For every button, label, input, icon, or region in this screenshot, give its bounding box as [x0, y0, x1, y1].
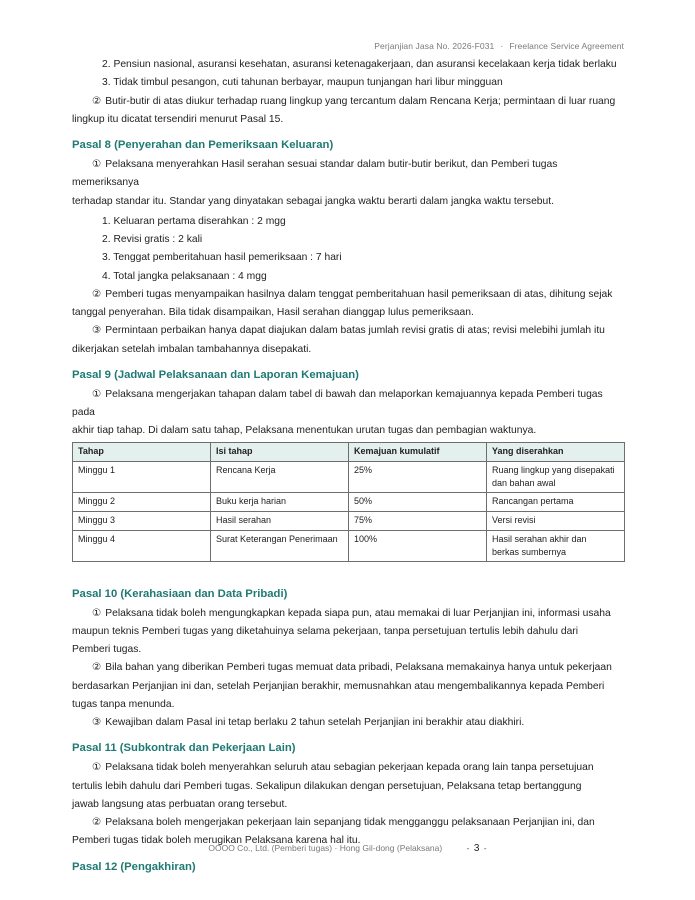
table-cell: [487, 492, 625, 511]
paragraph: [72, 659, 625, 677]
section-heading: Pasal 12 (Pengakhiran): [72, 860, 196, 873]
table-cell: Minggu 2: [73, 492, 211, 511]
section-heading: Pasal 8 (Penyerahan dan Pemeriksaan Keluaran): [72, 139, 334, 152]
page-number-indicator: [467, 843, 487, 853]
paragraph-line: tugas tanpa menunda.: [72, 698, 175, 710]
header-doc-title: Freelance Service Agreement: [509, 41, 624, 51]
page-suffix: -: [483, 843, 487, 853]
cell-line: berkas sumbernya: [492, 546, 567, 557]
paragraph: [72, 605, 625, 623]
table-header-row: [73, 442, 625, 461]
table-cell: 75%: [349, 511, 487, 530]
paragraph-line: Bila bahan yang diberikan Pemberi tugas memuat data pribadi, Pelaksana memakainya hanya untuk pekerjaan: [105, 662, 612, 674]
paragraph-line: maupun teknis Pemberi tugas yang diketahuinya selama pekerjaan, tanpa persetujuan tertulis lebih dahulu dari: [72, 625, 579, 637]
cell-line: Rancangan pertama: [492, 495, 574, 506]
paragraph-line: lingkup itu dicatat tersendiri menurut Pasal 15.: [72, 113, 284, 125]
paragraph-number: ②: [92, 817, 102, 829]
list-item: 4. Total jangka pelaksanaan : 4 mgg: [102, 270, 267, 282]
list-item: 2. Pensiun nasional, asuransi kesehatan, asuransi ketenagakerjaan, dan asuransi kecelakaan kerja tidak berlaku: [102, 59, 617, 70]
paragraph-number: ①: [92, 388, 102, 400]
table-cell: Minggu 3: [73, 511, 211, 530]
table-row: [73, 492, 625, 511]
paragraph: [72, 386, 625, 422]
paragraph-number: ③: [92, 717, 102, 729]
paragraph: [72, 286, 625, 304]
paragraph: [72, 814, 625, 832]
list-item: 2. Revisi gratis : 2 kali: [102, 234, 203, 246]
table-row: [73, 461, 625, 492]
paragraph: [72, 93, 625, 111]
table-row: [73, 530, 625, 561]
table-row: [73, 511, 625, 530]
table-cell: Surat Keterangan Penerimaan: [211, 530, 349, 561]
paragraph-line: berdasarkan Perjanjian ini dan, setelah Perjanjian berakhir, memusnahkan atau mengembalikannya kepada Pemberi: [72, 680, 605, 692]
header-separator: ·: [500, 41, 504, 51]
paragraph: [72, 714, 625, 732]
table-cell: Minggu 4: [73, 530, 211, 561]
paragraph: [72, 759, 625, 777]
paragraph-number: ②: [92, 95, 102, 107]
paragraph-number: ①: [92, 607, 102, 619]
table-cell: [487, 530, 625, 561]
list-item: 3. Tenggat pemberitahuan hasil pemeriksaan : 7 hari: [102, 252, 342, 264]
column-header-kemajuan: Kemajuan kumulatif: [349, 442, 487, 461]
table-cell: Hasil serahan: [211, 511, 349, 530]
paragraph-line: dikerjakan setelah imbalan tambahannya disepakati.: [72, 343, 312, 355]
paragraph-line: Pelaksana mengerjakan tahapan dalam tabel di bawah dan melaporkan kemajuannya kepada Pemberi tugas pada: [72, 388, 603, 419]
table-cell: Minggu 1: [73, 461, 211, 492]
cell-line: Ruang lingkup yang disepakati: [492, 464, 615, 475]
paragraph: [72, 322, 625, 340]
paragraph-number: ②: [92, 662, 102, 674]
cell-line: Hasil serahan akhir dan: [492, 533, 587, 544]
paragraph-line: akhir tiap tahap. Di dalam satu tahap, Pelaksana menentukan urutan tugas dan pembagian waktunya.: [72, 425, 537, 437]
paragraph-line: Pelaksana tidak boleh menyerahkan seluruh atau sebagian pekerjaan kepada orang lain tanpa persetujuan: [105, 762, 594, 774]
table-cell: [487, 511, 625, 530]
paragraph-line: terhadap standar itu. Standar yang dinyatakan sebagai jangka waktu berarti dalam jangka waktu tersebut.: [72, 195, 554, 207]
column-header-tahap: Tahap: [73, 442, 211, 461]
running-header: [374, 41, 624, 51]
table-cell: Buku kerja harian: [211, 492, 349, 511]
schedule-table: [72, 442, 625, 562]
table-cell: [487, 461, 625, 492]
paragraph-line: Pemberi tugas tidak boleh merugikan Pelaksana karena hal itu.: [72, 835, 361, 847]
paragraph-line: Pelaksana menyerahkan Hasil serahan sesuai standar dalam butir-butir berikut, dan Pemberi tugas memeriksanya: [72, 159, 558, 189]
section-heading: Pasal 11 (Subkontrak dan Pekerjaan Lain): [72, 742, 296, 755]
paragraph-line: Pelaksana boleh mengerjakan pekerjaan lain sepanjang tidak mengganggu pelaksanaan Perjanjian ini, dan: [105, 817, 595, 829]
paragraph-line: Pemberi tugas menyampaikan hasilnya dalam tenggat pemberitahuan hasil pemeriksaan di atas, dihitung sejak: [105, 288, 613, 300]
table-cell: 25%: [349, 461, 487, 492]
table-cell: 50%: [349, 492, 487, 511]
page-prefix: -: [466, 843, 470, 853]
list-item: 3. Tidak timbul pesangon, cuti tahunan berbayar, maupun tunjangan hari libur mingguan: [102, 77, 503, 89]
table-cell: Rencana Kerja: [211, 461, 349, 492]
paragraph-line: tertulis lebih dahulu dari Pemberi tugas. Sekalipun dilakukan dengan persetujuan, Pelaksana tetap bertanggung: [72, 780, 582, 792]
page-footer: [0, 843, 695, 854]
section-heading: Pasal 10 (Kerahasiaan dan Data Pribadi): [72, 587, 288, 600]
paragraph-line: Kewajiban dalam Pasal ini tetap berlaku 2 tahun setelah Perjanjian ini berakhir atau diakhiri.: [105, 717, 525, 729]
list-item: 1. Keluaran pertama diserahkan : 2 mgg: [102, 215, 286, 227]
paragraph-number: ①: [92, 762, 102, 774]
page-number: 3: [473, 843, 480, 854]
paragraph-line: jawab langsung atas perbuatan orang tersebut.: [72, 798, 288, 810]
paragraph-number: ③: [92, 325, 102, 337]
table-cell: 100%: [349, 530, 487, 561]
column-header-isi-tahap: Isi tahap: [211, 442, 349, 461]
paragraph: [72, 156, 625, 192]
paragraph-number: ②: [92, 288, 102, 300]
section-heading: Pasal 9 (Jadwal Pelaksanaan dan Laporan Kemajuan): [72, 368, 359, 381]
paragraph-line: Butir-butir di atas diukur terhadap ruang lingkup yang tercantum dalam Rencana Kerja; permintaan di luar ruang: [105, 95, 616, 107]
paragraph-line: tanggal penyerahan. Bila tidak disampaikan, Hasil serahan dianggap lulus pemeriksaan.: [72, 307, 474, 319]
column-header-serahan: Yang diserahkan: [487, 442, 625, 461]
paragraph-line: Pemberi tugas.: [72, 644, 142, 656]
header-doc-number: Perjanjian Jasa No. 2026-F031: [374, 41, 495, 51]
paragraph-number: ①: [92, 159, 102, 171]
page-content: [72, 56, 625, 875]
paragraph-line: Pelaksana tidak boleh mengungkapkan kepada siapa pun, atau memakai di luar Perjanjian ini, informasi usaha: [105, 607, 611, 619]
cell-line: dan bahan awal: [492, 477, 556, 488]
cell-line: Versi revisi: [492, 514, 536, 525]
footer-parties: OOOO Co., Ltd. (Pemberi tugas) · Hong Gil-dong (Pelaksana): [208, 843, 443, 853]
paragraph-line: Permintaan perbaikan hanya dapat diajukan dalam batas jumlah revisi gratis di atas; revisi melebihi jumlah itu: [105, 325, 605, 337]
